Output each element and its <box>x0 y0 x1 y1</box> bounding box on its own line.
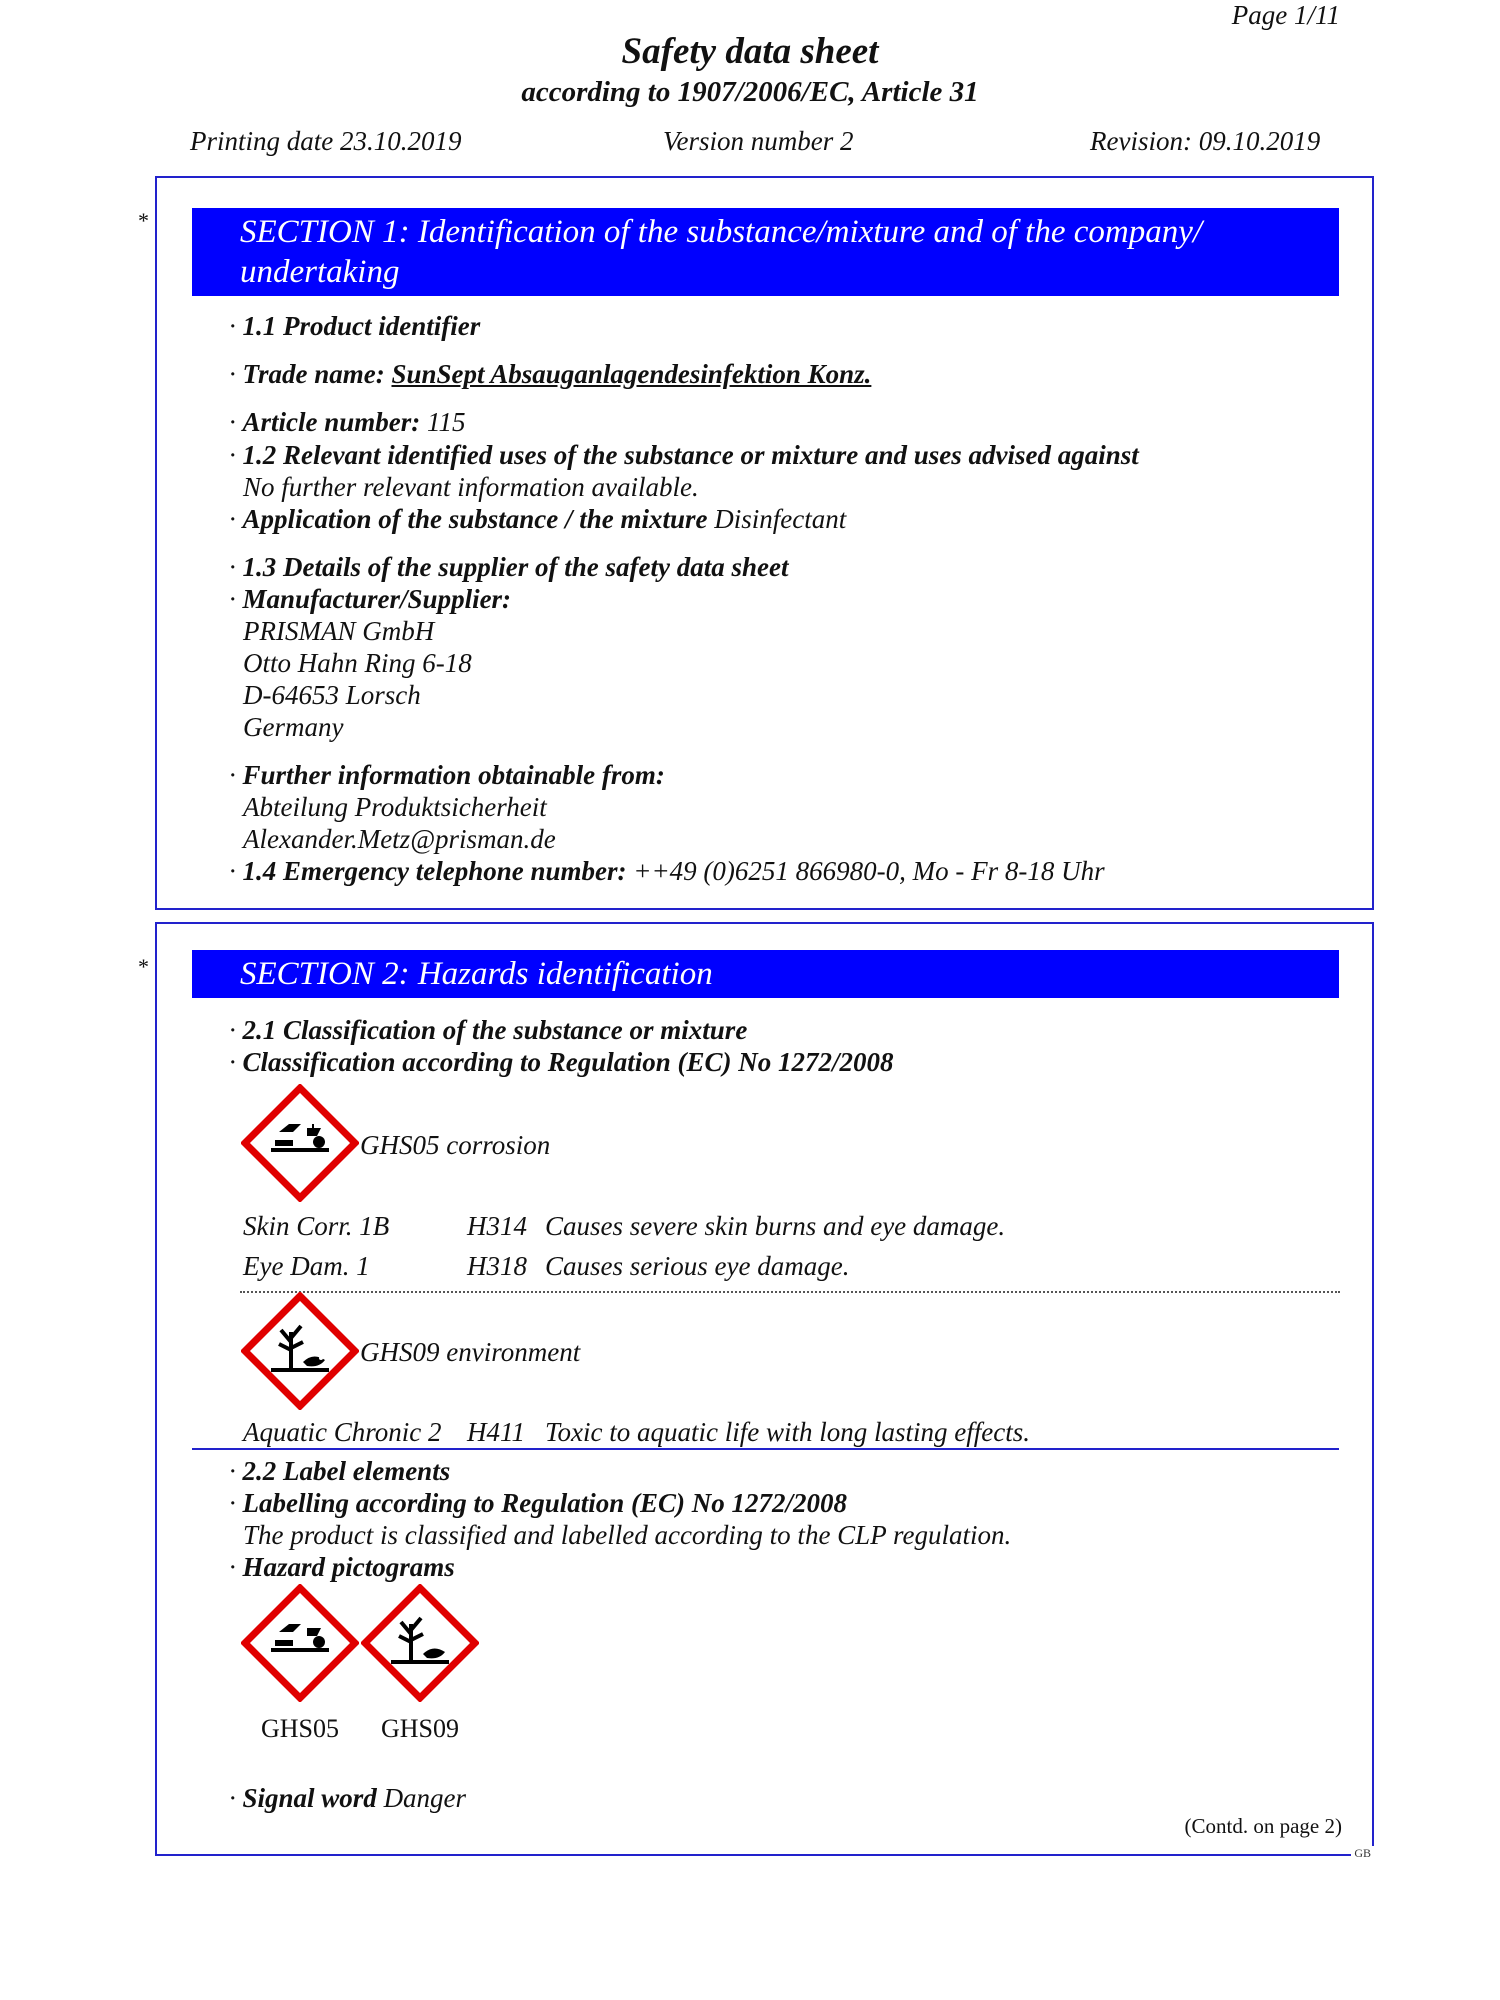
regulation-heading: · Classification according to Regulation (EC) No 1272/2008 <box>229 1047 894 1077</box>
hazard-class: Aquatic Chronic 2 <box>243 1417 442 1447</box>
pictogram-label: GHS09 <box>380 1714 459 1743</box>
supplier-details-heading: · 1.3 Details of the supplier of the safety data sheet <box>229 552 789 582</box>
language-code: GB <box>1351 1846 1374 1861</box>
section-2-frame <box>155 922 1374 1860</box>
emergency-row: · 1.4 Emergency telephone number: ++49 (0)6251 866980-0, Mo - Fr 8-18 Uhr <box>229 856 1105 886</box>
hazard-statement: Causes severe skin burns and eye damage. <box>545 1211 1006 1241</box>
labelling-text: The product is classified and labelled according to the CLP regulation. <box>243 1520 1012 1550</box>
section-1-frame <box>155 176 1374 910</box>
application-row: · Application of the substance / the mixture Disinfectant <box>229 504 847 534</box>
signal-word-value: Danger <box>383 1783 467 1813</box>
trade-name-label: Trade name: <box>242 359 385 389</box>
section-2-header: SECTION 2: Hazards identification <box>192 950 1339 998</box>
section-1-title-line2: undertaking <box>240 254 400 290</box>
article-number-value: 115 <box>427 407 466 437</box>
document-subtitle: according to 1907/2006/EC, Article 31 <box>521 76 979 108</box>
section-1-title-line1: SECTION 1: Identification of the substance/mixture and of the company/ <box>240 214 1203 250</box>
classification-heading: · 2.1 Classification of the substance or mixture <box>229 1015 748 1045</box>
trade-name-value: SunSept Absauganlagendesinfektion Konz. <box>391 359 872 389</box>
contact-email: Alexander.Metz@prisman.de <box>243 824 556 854</box>
further-info-line: Abteilung Produktsicherheit <box>243 792 547 822</box>
hazard-statement: Toxic to aquatic life with long lasting effects. <box>545 1417 1030 1447</box>
dotted-divider <box>240 1291 1340 1293</box>
relevant-uses-text: No further relevant information available. <box>243 472 699 502</box>
section1-change-marker: * <box>138 208 149 233</box>
trade-name-row: · Trade name: SunSept Absauganlagendesinfektion Konz. <box>229 359 872 389</box>
section-divider <box>192 1448 1339 1450</box>
pictograms-heading: · Hazard pictograms <box>229 1552 455 1582</box>
version-number: Version number 2 <box>663 126 854 156</box>
product-identifier-heading: · 1.1 Product identifier <box>229 311 481 341</box>
address-line: Germany <box>243 712 344 742</box>
ghs09-environment-icon <box>241 1292 359 1410</box>
emergency-phone: ++49 (0)6251 866980-0, Mo - Fr 8-18 Uhr <box>633 856 1105 886</box>
signal-word-row: · Signal word Danger <box>229 1783 467 1813</box>
hazard-class: Skin Corr. 1B <box>243 1211 390 1241</box>
hazard-code: H314 <box>467 1211 527 1241</box>
continued-note: (Contd. on page 2) <box>1184 1814 1342 1838</box>
application-value: Disinfectant <box>714 504 847 534</box>
address-line: Otto Hahn Ring 6-18 <box>243 648 472 678</box>
ghs09-environment-icon <box>361 1584 479 1702</box>
address-line: PRISMAN GmbH <box>243 616 435 646</box>
hazard-class: Eye Dam. 1 <box>243 1251 370 1281</box>
pictogram-label: GHS05 <box>260 1714 339 1743</box>
relevant-uses-heading: · 1.2 Relevant identified uses of the substance or mixture and uses advised against <box>229 440 1139 470</box>
revision-date: Revision: 09.10.2019 <box>1090 126 1321 156</box>
labelling-heading: · Labelling according to Regulation (EC) No 1272/2008 <box>229 1488 848 1518</box>
ghs05-caption: GHS05 corrosion <box>360 1130 551 1160</box>
ghs05-corrosion-icon <box>241 1584 359 1702</box>
article-number-row: · Article number: 115 <box>229 407 466 437</box>
hazard-code: H411 <box>467 1417 525 1447</box>
printing-date: Printing date 23.10.2019 <box>190 126 462 156</box>
address-line: D-64653 Lorsch <box>243 680 421 710</box>
label-elements-heading: · 2.2 Label elements <box>229 1456 451 1486</box>
further-info-heading: · Further information obtainable from: <box>229 760 665 790</box>
hazard-statement: Causes serious eye damage. <box>545 1251 850 1281</box>
section2-change-marker: * <box>138 954 149 979</box>
ghs05-corrosion-icon <box>241 1084 359 1202</box>
document-title: Safety data sheet <box>621 31 879 72</box>
manufacturer-heading: · Manufacturer/Supplier: <box>229 584 512 614</box>
page-number: Page 1/11 <box>1231 0 1340 30</box>
ghs09-caption: GHS09 environment <box>360 1337 581 1367</box>
hazard-code: H318 <box>467 1251 527 1281</box>
section-1-header <box>192 208 1339 296</box>
